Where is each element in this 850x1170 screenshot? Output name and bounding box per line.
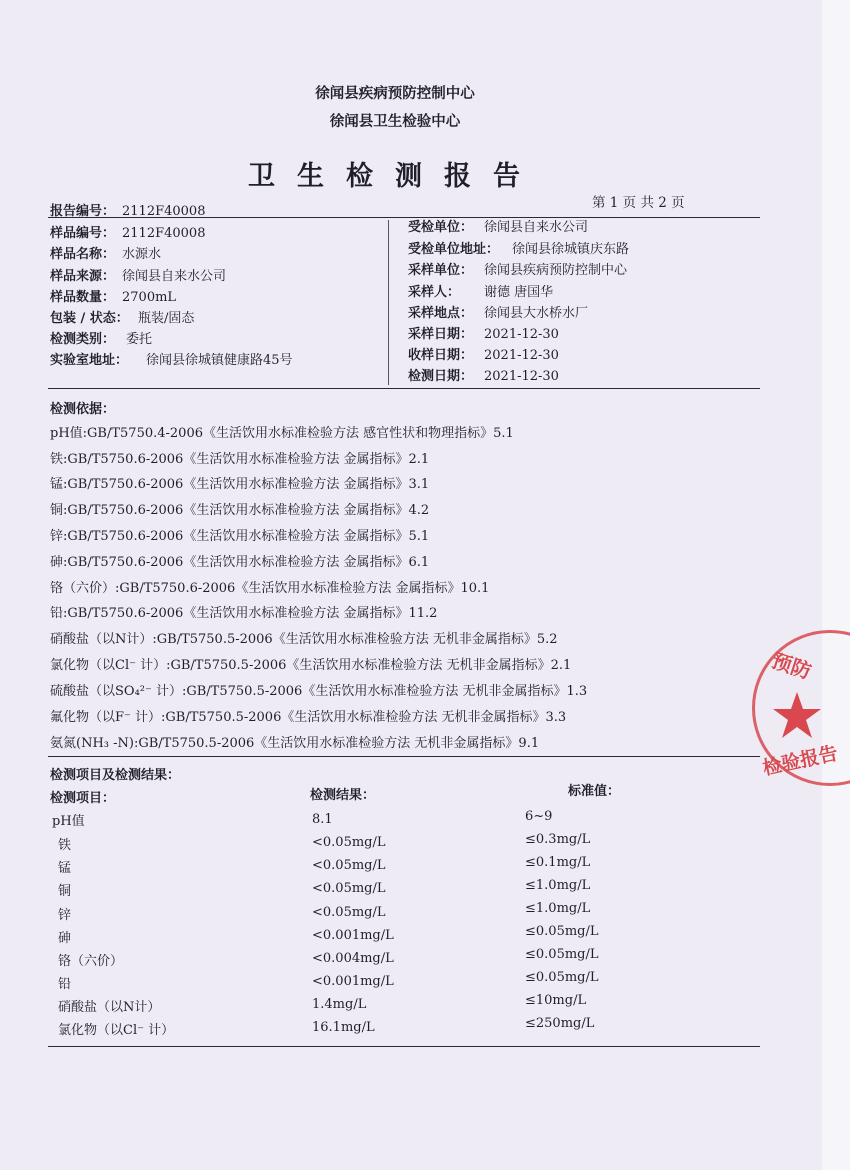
info-value: 水源水 [122, 247, 162, 262]
standard-value: ≤0.05mg/L [525, 947, 599, 962]
basis-item: 氟化物（以F⁻ 计）:GB/T5750.5-2006《生活饮用水标准检验方法 无机非金属指标》3.3 [50, 710, 567, 725]
org-name-2: 徐闻县卫生检验中心 [329, 113, 461, 130]
page-edge [822, 0, 850, 1170]
seal-text-top: 预防 [768, 648, 815, 684]
info-value: 谢德 唐国华 [484, 285, 554, 300]
info-value: 2112F40008 [122, 226, 206, 241]
info-label: 检测日期： [408, 369, 474, 384]
info-label: 样品来源： [50, 269, 116, 284]
info-value: 2021-12-30 [484, 348, 559, 363]
info-label: 实验室地址： [50, 353, 129, 368]
info-value: 徐闻县徐城镇庆东路 [512, 242, 630, 257]
seal-text-bottom: 检验报告 [760, 742, 840, 780]
result-value: <0.05mg/L [312, 905, 386, 920]
info-value: 徐闻县徐城镇健康路45号 [146, 353, 293, 368]
result-value: <0.05mg/L [312, 881, 386, 896]
info-label: 样品编号： [50, 226, 116, 241]
info-label: 采样地点： [408, 306, 474, 321]
result-value: <0.05mg/L [312, 835, 386, 850]
info-value: 瓶装/固态 [138, 311, 195, 326]
basis-item: 氯化物（以Cl⁻ 计）:GB/T5750.5-2006《生活饮用水标准检验方法 无机非金属指标》2.1 [50, 658, 572, 673]
basis-item: 硫酸盐（以SO₄²⁻ 计）:GB/T5750.5-2006《生活饮用水标准检验方法 无机非金属指标》1.3 [50, 684, 588, 699]
col-header-standard: 标准值： [568, 784, 621, 799]
result-value: <0.05mg/L [312, 858, 386, 873]
result-item: 锌 [58, 908, 72, 923]
col-header-result: 检测结果： [310, 788, 376, 803]
basis-item: 硝酸盐（以N计）:GB/T5750.5-2006《生活饮用水标准检验方法 无机非金属指标》5.2 [50, 632, 558, 647]
info-label: 包装 / 状态： [50, 311, 129, 326]
result-value: <0.001mg/L [312, 974, 394, 989]
info-label: 检测类别： [50, 332, 116, 347]
info-value: 委托 [126, 332, 153, 347]
info-label: 收样日期： [408, 348, 474, 363]
col-header-item: 检测项目： [50, 791, 116, 806]
info-value: 2021-12-30 [484, 369, 559, 384]
basis-heading: 检测依据： [50, 402, 116, 417]
basis-item: 氨氮(NH₃ -N):GB/T5750.5-2006《生活饮用水标准检验方法 无机非金属指标》9.1 [50, 736, 540, 751]
info-label: 受检单位地址： [408, 242, 500, 257]
basis-item: pH值:GB/T5750.4-2006《生活饮用水标准检验方法 感官性状和物理指标》5.1 [50, 426, 514, 441]
report-no-label: 报告编号： [50, 204, 116, 219]
info-value: 2700mL [122, 290, 177, 305]
info-label: 样品数量： [50, 290, 116, 305]
info-label: 样品名称： [50, 247, 116, 262]
org-name-1: 徐闻县疾病预防控制中心 [315, 85, 475, 102]
result-item: 锰 [58, 861, 72, 876]
info-label: 采样日期： [408, 327, 474, 342]
results-heading: 检测项目及检测结果： [50, 768, 181, 783]
standard-value: ≤0.3mg/L [525, 832, 591, 847]
info-value: 徐闻县疾病预防控制中心 [484, 263, 628, 278]
info-value: 徐闻县自来水公司 [122, 269, 227, 284]
standard-value: 6~9 [525, 809, 553, 824]
standard-value: ≤250mg/L [525, 1016, 595, 1031]
info-label: 采样人： [408, 285, 461, 300]
standard-value: ≤0.05mg/L [525, 970, 599, 985]
info-value: 2021-12-30 [484, 327, 559, 342]
info-divider [48, 388, 760, 389]
result-item: 氯化物（以Cl⁻ 计） [58, 1023, 175, 1038]
info-label: 采样单位： [408, 263, 474, 278]
result-item: 铅 [58, 977, 72, 992]
result-value: 8.1 [312, 812, 333, 827]
report-title: 卫生检测报告 [248, 161, 542, 192]
info-column-divider [388, 220, 389, 385]
result-item: 硝酸盐（以N计） [58, 1000, 161, 1015]
info-value: 徐闻县大水桥水厂 [484, 306, 589, 321]
result-value: <0.004mg/L [312, 951, 394, 966]
header-divider [48, 217, 760, 218]
standard-value: ≤1.0mg/L [525, 878, 591, 893]
info-value: 徐闻县自来水公司 [484, 220, 589, 235]
basis-item: 铅:GB/T5750.6-2006《生活饮用水标准检验方法 金属指标》11.2 [50, 606, 438, 621]
seal-star-icon [772, 690, 822, 740]
result-item: 砷 [58, 931, 72, 946]
result-value: 1.4mg/L [312, 997, 367, 1012]
standard-value: ≤0.05mg/L [525, 924, 599, 939]
result-value: 16.1mg/L [312, 1020, 375, 1035]
result-item: pH值 [52, 814, 85, 829]
result-item: 铬（六价） [58, 954, 124, 969]
basis-divider [48, 756, 760, 757]
result-value: <0.001mg/L [312, 928, 394, 943]
result-item: 铁 [58, 838, 72, 853]
standard-value: ≤1.0mg/L [525, 901, 591, 916]
standard-value: ≤10mg/L [525, 993, 587, 1008]
report-no-value: 2112F40008 [122, 204, 206, 219]
page-info: 第 1 页 共 2 页 [592, 195, 685, 211]
basis-item: 锌:GB/T5750.6-2006《生活饮用水标准检验方法 金属指标》5.1 [50, 529, 430, 544]
result-item: 铜 [58, 884, 72, 899]
results-divider [48, 1046, 760, 1047]
basis-item: 砷:GB/T5750.6-2006《生活饮用水标准检验方法 金属指标》6.1 [50, 555, 430, 570]
basis-item: 锰:GB/T5750.6-2006《生活饮用水标准检验方法 金属指标》3.1 [50, 477, 430, 492]
basis-item: 铁:GB/T5750.6-2006《生活饮用水标准检验方法 金属指标》2.1 [50, 452, 430, 467]
info-label: 受检单位： [408, 220, 474, 235]
standard-value: ≤0.1mg/L [525, 855, 591, 870]
basis-item: 铬（六价）:GB/T5750.6-2006《生活饮用水标准检验方法 金属指标》10.1 [50, 581, 490, 596]
basis-item: 铜:GB/T5750.6-2006《生活饮用水标准检验方法 金属指标》4.2 [50, 503, 430, 518]
